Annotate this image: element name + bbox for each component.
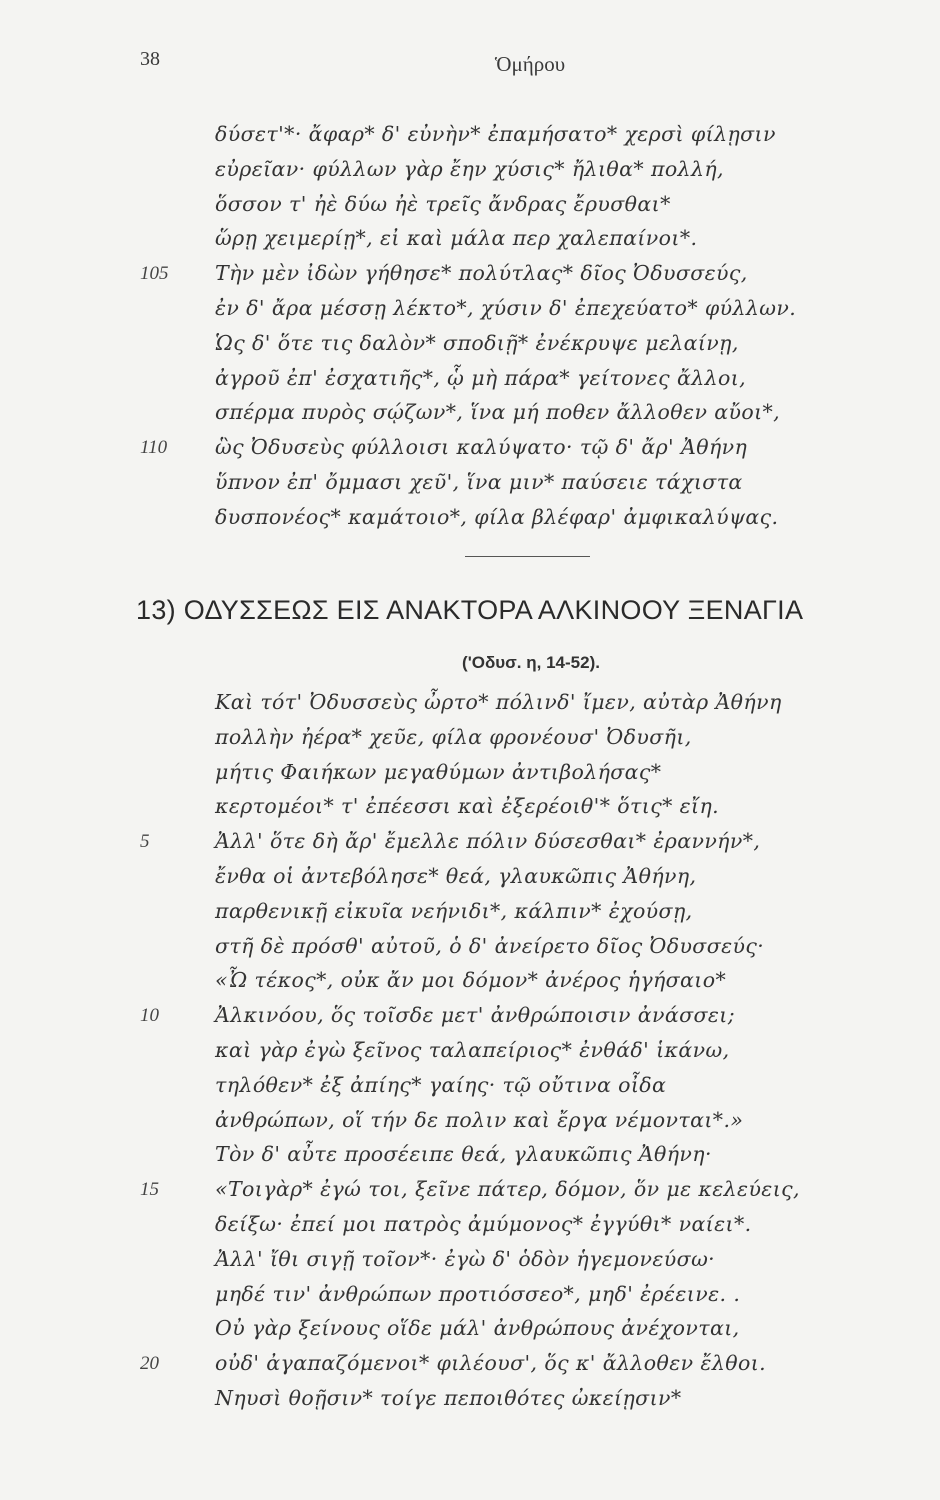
- verse-line: μήτις Φαιήκων μεγαθύμων ἀντιβολήσας*: [215, 759, 662, 784]
- verse-line: «Ὦ τέκος*, οὐκ ἄν μοι δόμον* ἀνέρος ἡγήσαιο*: [215, 968, 727, 993]
- verse-line: κερτομέοι* τ' ἐπέεσσι καὶ ἐξερέοιθ'* ὅτις* εἴη.: [215, 794, 720, 819]
- verse-line: ὕπνον ἐπ' ὄμμασι χεῦ', ἵνα μιν* παύσειε τάχιστα: [215, 470, 743, 494]
- verse-line: Ἀλλ' ὅτε δὴ ἄρ' ἔμελλε πόλιν δύσεσθαι* ἐραννήν*,: [215, 829, 761, 854]
- line-number: 110: [140, 437, 168, 459]
- section-divider: [465, 556, 590, 557]
- verse-line: στῆ δὲ πρόσθ' αὐτοῦ, ὁ δ' ἀνείρετο δῖος Ὀδυσσεύς·: [215, 933, 765, 958]
- line-number: 20: [140, 1353, 159, 1375]
- verse-line: ὅσσον τ' ἠὲ δύω ἠὲ τρεῖς ἄνδρας ἔρυσθαι*: [215, 191, 671, 216]
- verse-line: Ὡς δ' ὅτε τις δαλὸν* σποδιῇ* ἐνέκρυψε μελαίνῃ,: [215, 330, 739, 355]
- verse-line: Τὴν μὲν ἰδὼν γήθησε* πολύτλας* δῖος Ὀδυσσεύς,: [215, 261, 748, 286]
- verse-line: ἔνθα οἱ ἀντεβόλησε* θεά, γλαυκῶπις Ἀθήνη,: [215, 864, 697, 888]
- verse-line: τηλόθεν* ἐξ ἀπίης* γαίης· τῷ οὔτινα οἶδα: [215, 1072, 667, 1097]
- section-reference: ('Οδυσ. η, 14-52).: [462, 653, 600, 672]
- verse-line: εὐρεῖαν· φύλλων γὰρ ἔην χύσις* ἤλιθα* πολλή,: [215, 156, 724, 181]
- verse-line: Νηυσὶ θοῇσιν* τοίγε πεποιθότες ὠκείῃσιν*: [215, 1386, 682, 1410]
- verse-line: ἐν δ' ἄρα μέσσῃ λέκτο*, χύσιν δ' ἐπεχεύατο* φύλλων.: [215, 296, 797, 320]
- verse-line: ὣς Ὀδυσεὺς φύλλοισι καλύψατο· τῷ δ' ἄρ' Ἀθήνη: [215, 435, 748, 460]
- verse-line: δύσετ'*· ἄφαρ* δ' εὐνὴν* ἐπαμήσατο* χερσὶ φίλῃσιν: [215, 122, 776, 146]
- verse-line: δυσπονέος* καμάτοιο*, φίλα βλέφαρ' ἀμφικαλύψας.: [215, 504, 779, 529]
- verse-line: Τὸν δ' αὖτε προσέειπε θεά, γλαυκῶπις Ἀθήνη·: [215, 1142, 712, 1167]
- line-number: 105: [140, 263, 169, 285]
- verse-line: «Τοιγὰρ* ἐγώ τοι, ξεῖνε πάτερ, δόμον, ὅν με κελεύεις,: [215, 1177, 800, 1202]
- verse-line: Ἀλλ' ἴθι σιγῇ τοῖον*· ἐγὼ δ' ὁδὸν ἡγεμονεύσω·: [215, 1246, 716, 1271]
- verse-line: ἀγροῦ ἐπ' ἐσχατιῆς*, ᾧ μὴ πάρα* γείτονες ἄλλοι,: [215, 365, 747, 390]
- verse-line: πολλὴν ἠέρα* χεῦε, φίλα φρονέουσ' Ὀδυσῆι,: [215, 724, 692, 749]
- section-title: 13) ΟΔΥΣΣΕΩΣ ΕΙΣ ΑΝΑΚΤΟΡΑ ΑΛΚΙΝΟΟΥ ΞΕΝΑΓΙΑ: [136, 595, 804, 625]
- verse-line: ἀνθρώπων, οἵ τήν δε πολιν καὶ ἔργα νέμονται*.»: [215, 1107, 744, 1132]
- verse-line: μηδέ τιν' ἀνθρώπων προτιόσσεο*, μηδ' ἐρέεινε. .: [215, 1281, 741, 1306]
- verse-line: παρθενικῇ εἰκυῖα νεήνιδι*, κάλπιν* ἐχούσῃ,: [215, 898, 693, 923]
- verse-line: σπέρμα πυρὸς σῴζων*, ἵνα μή ποθεν ἄλλοθεν αὔοι*,: [215, 400, 781, 425]
- verse-line: καὶ γὰρ ἐγὼ ξεῖνος ταλαπείριος* ἐνθάδ' ἱκάνω,: [215, 1038, 730, 1062]
- verse-line: Ἀλκινόου, ὅς τοῖσδε μετ' ἀνθρώποισιν ἀνάσσει;: [215, 1003, 736, 1028]
- verse-line: ὥρῃ χειμερίῃ*, εἰ καὶ μάλα περ χαλεπαίνοι*.: [215, 226, 698, 251]
- page-number: 38: [140, 48, 160, 70]
- line-number: 5: [140, 831, 150, 853]
- line-number: 10: [140, 1005, 159, 1027]
- verse-line: Καὶ τότ' Ὀδυσσεὺς ὦρτο* πόλινδ' ἴμεν, αὐτὰρ Ἀθήνη: [215, 690, 782, 714]
- verse-line: Οὐ γὰρ ξείνους οἵδε μάλ' ἀνθρώπους ἀνέχονται,: [215, 1316, 740, 1341]
- verse-line: δείξω· ἐπεί μοι πατρὸς ἀμύμονος* ἐγγύθι* ναίει*.: [215, 1212, 752, 1236]
- running-title: Ὁμήρου: [494, 52, 566, 76]
- line-number: 15: [140, 1179, 159, 1201]
- verse-line: οὐδ' ἀγαπαζόμενοι* φιλέουσ', ὅς κ' ἄλλοθεν ἔλθοι.: [215, 1351, 767, 1376]
